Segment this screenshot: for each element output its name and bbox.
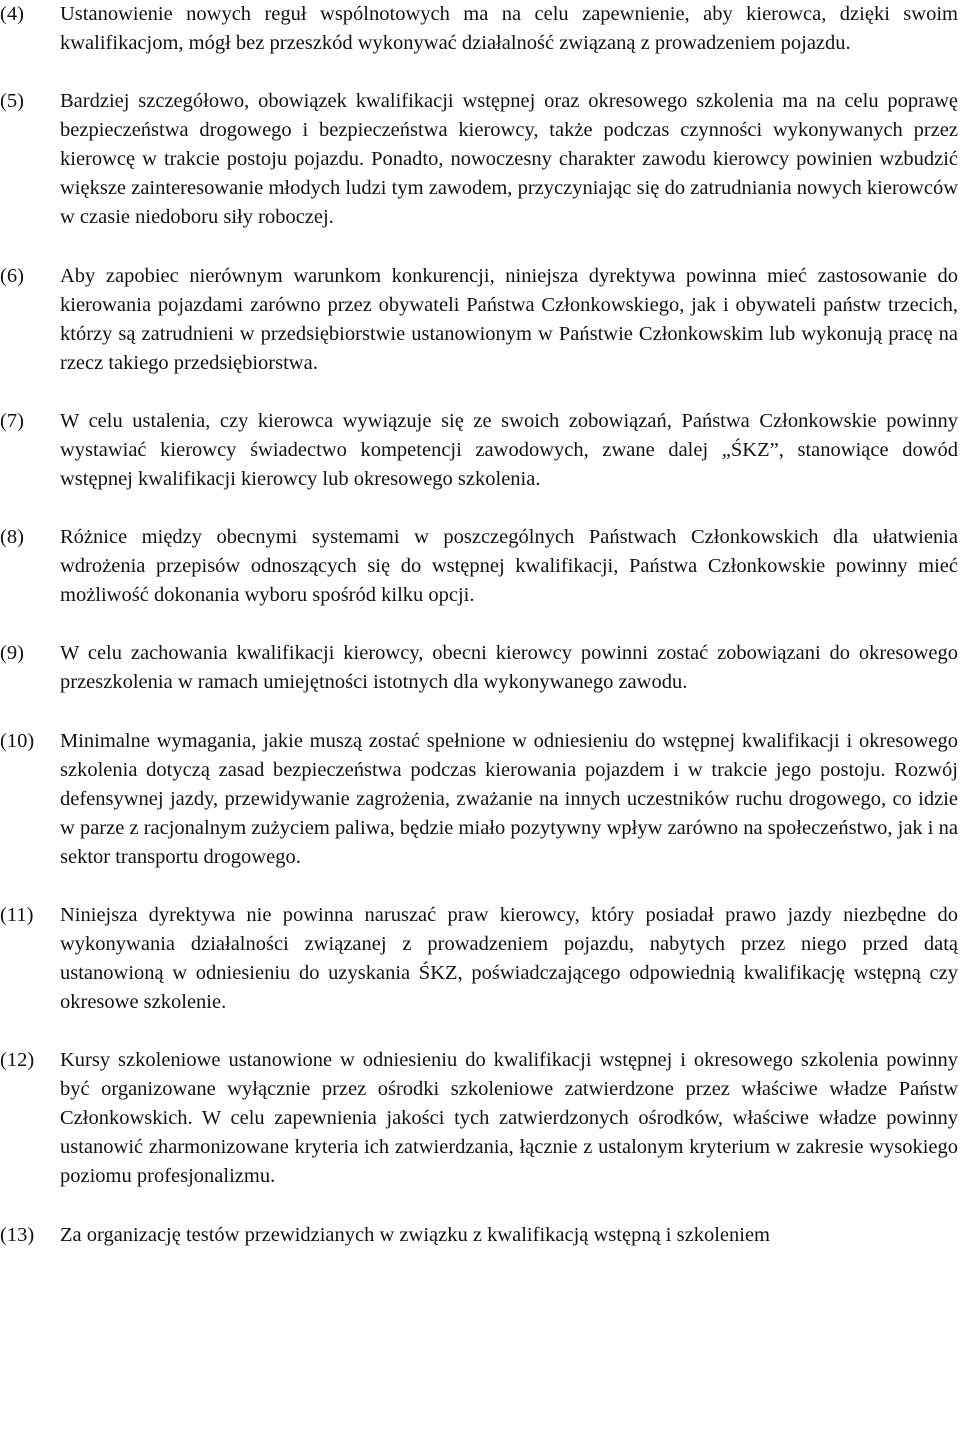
recital-text: Różnice między obecnymi systemami w poszczególnych Państwach Członkowskich dla ułatwienia wdrożenia przepisów odnoszących się do wstępnej kwalifikacji, Państwa Członkowskie powinny mieć możliwość dokonania wyboru spośród kilku opcji.	[60, 526, 958, 607]
recital-text: Aby zapobiec nierównym warunkom konkurencji, niniejsza dyrektywa powinna mieć zastosowanie do kierowania pojazdami zarówno przez obywateli Państwa Członkowskiego, jak i obywateli państw trzecich, którzy są zatrudnieni w przedsiębiorstwie ustanowionym w Państwie Członkowskim lub wykonują pracę na rzecz takiego przedsiębiorstwa.	[60, 264, 958, 374]
recital-text: Bardziej szczegółowo, obowiązek kwalifikacji wstępnej oraz okresowego szkolenia ma na celu poprawę bezpieczeństwa drogowego i bezpieczeństwa kierowcy, także podczas czynności wykonywanych przez kierowcę w trakcie postoju pojazdu. Ponadto, nowoczesny charakter zawodu kierowcy powinien wzbudzić większe zainteresowanie młodych ludzi tym zawodem, przyczyniając się do zatrudniania nowych kierowców w czasie niedoboru siły roboczej.	[60, 90, 958, 229]
recital-number: (11)	[0, 904, 34, 927]
recital-text: Kursy szkoleniowe ustanowione w odniesieniu do kwalifikacji wstępnej i okresowego szkolenia powinny być organizowane wyłącznie przez ośrodki szkoleniowe zatwierdzone przez właściwe władze Państw Członkowskich. W celu zapewnienia jakości tych zatwierdzonych ośrodków, właściwe władze powinny ustanowić zharmonizowane kryteria ich zatwierdzania, łącznie z ustalonym kryterium w zakresie wysokiego poziomu profesjonalizmu.	[60, 1049, 958, 1188]
recital-11	[0, 901, 958, 1017]
recital-text: Za organizację testów przewidzianych w związku z kwalifikacją wstępną i szkoleniem	[60, 1223, 770, 1246]
recital-4	[0, 0, 958, 58]
recital-7	[0, 407, 958, 494]
recital-text: Niniejsza dyrektywa nie powinna naruszać praw kierowcy, który posiadał prawo jazdy niezbędne do wykonywania działalności związanej z prowadzeniem pojazdu, nabytych przez niego przed datą ustanowioną w odniesieniu do uzyskania ŚKZ, poświadczającego odpowiednią kwalifikację wstępną czy okresowe szkolenie.	[60, 904, 958, 1014]
recital-12	[0, 1046, 958, 1191]
recital-text: Ustanowienie nowych reguł wspólnotowych ma na celu zapewnienie, aby kierowca, dzięki swoim kwalifikacjom, mógł bez przeszkód wykonywać działalność związaną z prowadzeniem pojazdu.	[60, 3, 958, 54]
recital-number: (6)	[0, 264, 24, 287]
recital-9	[0, 639, 958, 697]
recital-number: (10)	[0, 729, 35, 752]
recital-text: Minimalne wymagania, jakie muszą zostać spełnione w odniesieniu do wstępnej kwalifikacji i okresowego szkolenia dotyczą zasad bezpieczeństwa podczas kierowania pojazdem i w trakcie jego postoju. Rozwój defensywnej jazdy, przewidywanie zagrożenia, zważanie na innych uczestników ruchu drogowego, co idzie w parze z racjonalnym zużyciem paliwa, będzie miało pozytywny wpływ zarówno na społeczeństwo, jak i na sektor transportu drogowego.	[60, 729, 958, 868]
recital-number: (4)	[0, 3, 24, 25]
recital-10	[0, 727, 958, 872]
recital-text: W celu zachowania kwalifikacji kierowcy, obecni kierowcy powinni zostać zobowiązani do okresowego przeszkolenia w ramach umiejętności istotnych dla wykonywanego zawodu.	[60, 642, 958, 694]
recital-13	[0, 1221, 958, 1250]
recital-number: (13)	[0, 1223, 35, 1246]
recital-number: (5)	[0, 90, 24, 113]
recital-6	[0, 262, 958, 378]
recital-8	[0, 523, 958, 610]
recital-number: (8)	[0, 526, 24, 549]
recital-number: (12)	[0, 1049, 35, 1072]
recital-number: (7)	[0, 409, 24, 432]
recital-5	[0, 87, 958, 232]
recital-number: (9)	[0, 642, 24, 665]
recital-text: W celu ustalenia, czy kierowca wywiązuje się ze swoich zobowiązań, Państwa Członkowskie powinny wystawiać kierowcy świadectwo kompetencji zawodowych, zwane dalej „ŚKZ”, stanowiące dowód wstępnej kwalifikacji kierowcy lub okresowego szkolenia.	[60, 409, 958, 490]
